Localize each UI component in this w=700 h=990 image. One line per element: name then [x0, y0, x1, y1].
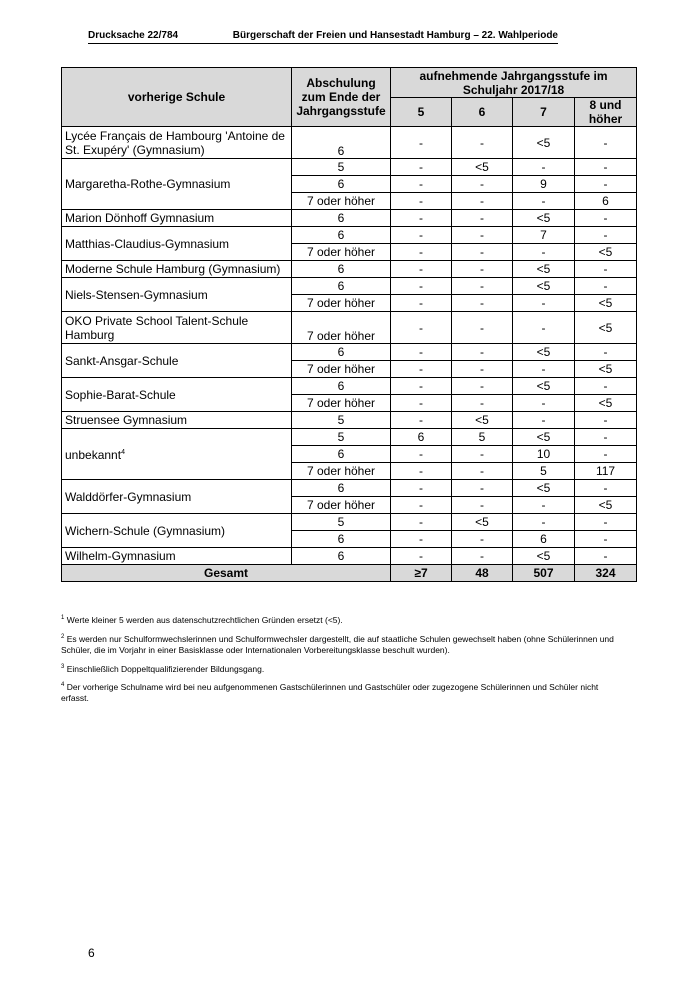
total-row [62, 565, 637, 582]
value-cell: - [452, 227, 513, 244]
value-cell: - [513, 295, 575, 312]
page-header [88, 30, 558, 44]
value-cell: <5 [452, 159, 513, 176]
abschulung-cell: 7 oder höher [292, 244, 391, 261]
value-cell: - [452, 497, 513, 514]
school-name: OKO Private School Talent-Schule Hamburg [62, 312, 292, 344]
value-cell: - [513, 159, 575, 176]
table-row [62, 278, 637, 295]
value-cell: - [575, 531, 637, 548]
abschulung-cell: 7 oder höher [292, 193, 391, 210]
value-cell: <5 [575, 295, 637, 312]
total-value: 48 [452, 565, 513, 582]
value-cell: <5 [513, 480, 575, 497]
value-cell: <5 [575, 361, 637, 378]
value-cell: - [513, 361, 575, 378]
col-header-group: aufnehmende Jahrgangsstufe im Schuljahr 2017/18 [391, 68, 637, 98]
value-cell: - [452, 395, 513, 412]
value-cell: - [391, 227, 452, 244]
value-cell: <5 [513, 261, 575, 278]
school-name: Moderne Schule Hamburg (Gymnasium) [62, 261, 292, 278]
abschulung-cell: 6 [292, 176, 391, 193]
abschulung-cell: 6 [292, 278, 391, 295]
value-cell: - [452, 261, 513, 278]
value-cell: - [575, 446, 637, 463]
abschulung-cell: 7 oder höher [292, 497, 391, 514]
table-row [62, 412, 637, 429]
value-cell: - [391, 395, 452, 412]
footnote-number: 4 [61, 682, 65, 689]
value-cell: - [575, 412, 637, 429]
page-number: 6 [88, 946, 95, 960]
value-cell: - [575, 278, 637, 295]
abschulung-cell: 5 [292, 514, 391, 531]
abschulung-cell: 7 oder höher [292, 361, 391, 378]
col-header-grade: 8 und höher [575, 98, 637, 127]
value-cell: - [575, 227, 637, 244]
value-cell: <5 [575, 312, 637, 344]
value-cell: - [575, 176, 637, 193]
value-cell: - [391, 412, 452, 429]
footnote-text: Es werden nur Schulformwechslerinnen und Schulformwechsler dargestellt, die auf staatliche Schulen gewechselt haben (ohne Schülerinnen und Schüler, die im Vorjahr in einer Basisklasse oder Internationalen Vorbereitungsklasse beschult wurden). [61, 633, 614, 655]
value-cell: - [513, 412, 575, 429]
value-cell: 6 [575, 193, 637, 210]
value-cell: - [513, 497, 575, 514]
abschulung-cell: 5 [292, 159, 391, 176]
value-cell: - [452, 312, 513, 344]
abschulung-cell: 6 [292, 548, 391, 565]
value-cell: - [452, 344, 513, 361]
footnote-number: 3 [61, 663, 65, 670]
abschulung-cell: 6 [292, 480, 391, 497]
value-cell: - [452, 446, 513, 463]
value-cell: <5 [513, 344, 575, 361]
value-cell: <5 [575, 244, 637, 261]
value-cell: - [513, 395, 575, 412]
footnote [61, 632, 621, 656]
value-cell: <5 [575, 497, 637, 514]
value-cell: - [452, 193, 513, 210]
value-cell: 6 [391, 429, 452, 446]
value-cell: 6 [513, 531, 575, 548]
value-cell: - [452, 531, 513, 548]
school-name: Lycée Français de Hambourg 'Antoine de St. Exupéry' (Gymnasium) [62, 127, 292, 159]
school-name: Margaretha-Rothe-Gymnasium [62, 159, 292, 210]
school-name: Marion Dönhoff Gymnasium [62, 210, 292, 227]
abschulung-cell: 6 [292, 210, 391, 227]
transfer-table [61, 67, 637, 582]
table-row [62, 227, 637, 244]
abschulung-cell: 7 oder höher [292, 312, 391, 344]
document-id: Drucksache 22/784 [88, 30, 179, 41]
school-name: Walddörfer-Gymnasium [62, 480, 292, 514]
abschulung-cell: 6 [292, 127, 391, 159]
value-cell: - [452, 127, 513, 159]
value-cell: - [391, 514, 452, 531]
school-name: Struensee Gymnasium [62, 412, 292, 429]
footnote-ref: 4 [121, 449, 125, 456]
abschulung-cell: 7 oder höher [292, 295, 391, 312]
total-value: 324 [575, 565, 637, 582]
value-cell: <5 [513, 429, 575, 446]
table-row [62, 480, 637, 497]
table-body [62, 127, 637, 582]
footnote [61, 680, 621, 704]
value-cell: - [513, 193, 575, 210]
school-name: Matthias-Claudius-Gymnasium [62, 227, 292, 261]
value-cell: - [391, 278, 452, 295]
value-cell: - [575, 378, 637, 395]
value-cell: - [391, 446, 452, 463]
value-cell: - [575, 159, 637, 176]
value-cell: - [391, 127, 452, 159]
table-row [62, 312, 637, 344]
value-cell: - [391, 548, 452, 565]
value-cell: - [575, 261, 637, 278]
value-cell: <5 [452, 514, 513, 531]
value-cell: - [452, 480, 513, 497]
footnote-text: Der vorherige Schulname wird bei neu aufgenommenen Gastschülerinnen und Gastschüler oder zugezogene Schülerinnen und Schüler nicht erfasst. [61, 682, 599, 704]
table-row [62, 159, 637, 176]
table-row [62, 378, 637, 395]
abschulung-cell: 6 [292, 378, 391, 395]
value-cell: <5 [513, 378, 575, 395]
value-cell: - [391, 159, 452, 176]
school-name: Wichern-Schule (Gymnasium) [62, 514, 292, 548]
total-value: 507 [513, 565, 575, 582]
value-cell: <5 [513, 278, 575, 295]
footnotes [61, 613, 621, 710]
value-cell: - [391, 531, 452, 548]
abschulung-cell: 6 [292, 531, 391, 548]
table-row [62, 127, 637, 159]
value-cell: - [575, 127, 637, 159]
col-header-grade: 7 [513, 98, 575, 127]
value-cell: - [575, 514, 637, 531]
value-cell: - [391, 480, 452, 497]
value-cell: <5 [575, 395, 637, 412]
value-cell: - [452, 378, 513, 395]
table-row [62, 514, 637, 531]
value-cell: - [391, 176, 452, 193]
footnote-text: Werte kleiner 5 werden aus datenschutzrechtlichen Gründen ersetzt (<5). [66, 614, 343, 625]
value-cell: 9 [513, 176, 575, 193]
table-row [62, 261, 637, 278]
col-header-grade: 5 [391, 98, 452, 127]
value-cell: - [575, 480, 637, 497]
value-cell: - [513, 244, 575, 261]
value-cell: - [391, 361, 452, 378]
value-cell: - [391, 378, 452, 395]
value-cell: <5 [513, 548, 575, 565]
table-row [62, 210, 637, 227]
value-cell: - [452, 463, 513, 480]
footnote [61, 613, 621, 626]
table-row [62, 548, 637, 565]
value-cell: 5 [452, 429, 513, 446]
abschulung-cell: 6 [292, 227, 391, 244]
value-cell: - [391, 210, 452, 227]
value-cell: - [513, 312, 575, 344]
value-cell: - [575, 344, 637, 361]
value-cell: - [452, 244, 513, 261]
abschulung-cell: 5 [292, 412, 391, 429]
value-cell: - [391, 463, 452, 480]
value-cell: - [391, 344, 452, 361]
value-cell: <5 [513, 210, 575, 227]
col-header-school: vorherige Schule [62, 68, 292, 127]
value-cell: - [391, 193, 452, 210]
abschulung-cell: 6 [292, 344, 391, 361]
school-name: Sophie-Barat-Schule [62, 378, 292, 412]
footnote-text: Einschließlich Doppeltqualifizierender Bildungsgang. [66, 663, 265, 674]
document-title: Bürgerschaft der Freien und Hansestadt Hamburg – 22. Wahlperiode [232, 30, 558, 41]
value-cell: <5 [513, 127, 575, 159]
value-cell: - [391, 261, 452, 278]
school-name: Sankt-Ansgar-Schule [62, 344, 292, 378]
footnote-number: 2 [61, 633, 65, 640]
table-row [62, 344, 637, 361]
school-name: Niels-Stensen-Gymnasium [62, 278, 292, 312]
value-cell: - [391, 312, 452, 344]
value-cell: 10 [513, 446, 575, 463]
footnote [61, 662, 621, 675]
value-cell: 7 [513, 227, 575, 244]
value-cell: 117 [575, 463, 637, 480]
abschulung-cell: 7 oder höher [292, 395, 391, 412]
abschulung-cell: 5 [292, 429, 391, 446]
value-cell: - [513, 514, 575, 531]
footnote-number: 1 [61, 615, 65, 621]
value-cell: - [575, 429, 637, 446]
value-cell: - [452, 210, 513, 227]
value-cell: 5 [513, 463, 575, 480]
table-row [62, 429, 637, 446]
total-value: ≥7 [391, 565, 452, 582]
abschulung-cell: 6 [292, 261, 391, 278]
col-header-grade: 6 [452, 98, 513, 127]
value-cell: - [452, 361, 513, 378]
value-cell: - [452, 278, 513, 295]
value-cell: - [452, 548, 513, 565]
value-cell: - [452, 176, 513, 193]
school-name: Wilhelm-Gymnasium [62, 548, 292, 565]
value-cell: - [391, 295, 452, 312]
abschulung-cell: 6 [292, 446, 391, 463]
total-label: Gesamt [62, 565, 391, 582]
value-cell: - [575, 548, 637, 565]
value-cell: - [452, 295, 513, 312]
school-name: unbekannt$^4$ [62, 429, 292, 480]
value-cell: - [575, 210, 637, 227]
col-header-abschulung: Abschulung zum Ende der Jahrgangsstufe [292, 68, 391, 127]
value-cell: - [391, 244, 452, 261]
value-cell: <5 [452, 412, 513, 429]
value-cell: - [391, 497, 452, 514]
abschulung-cell: 7 oder höher [292, 463, 391, 480]
